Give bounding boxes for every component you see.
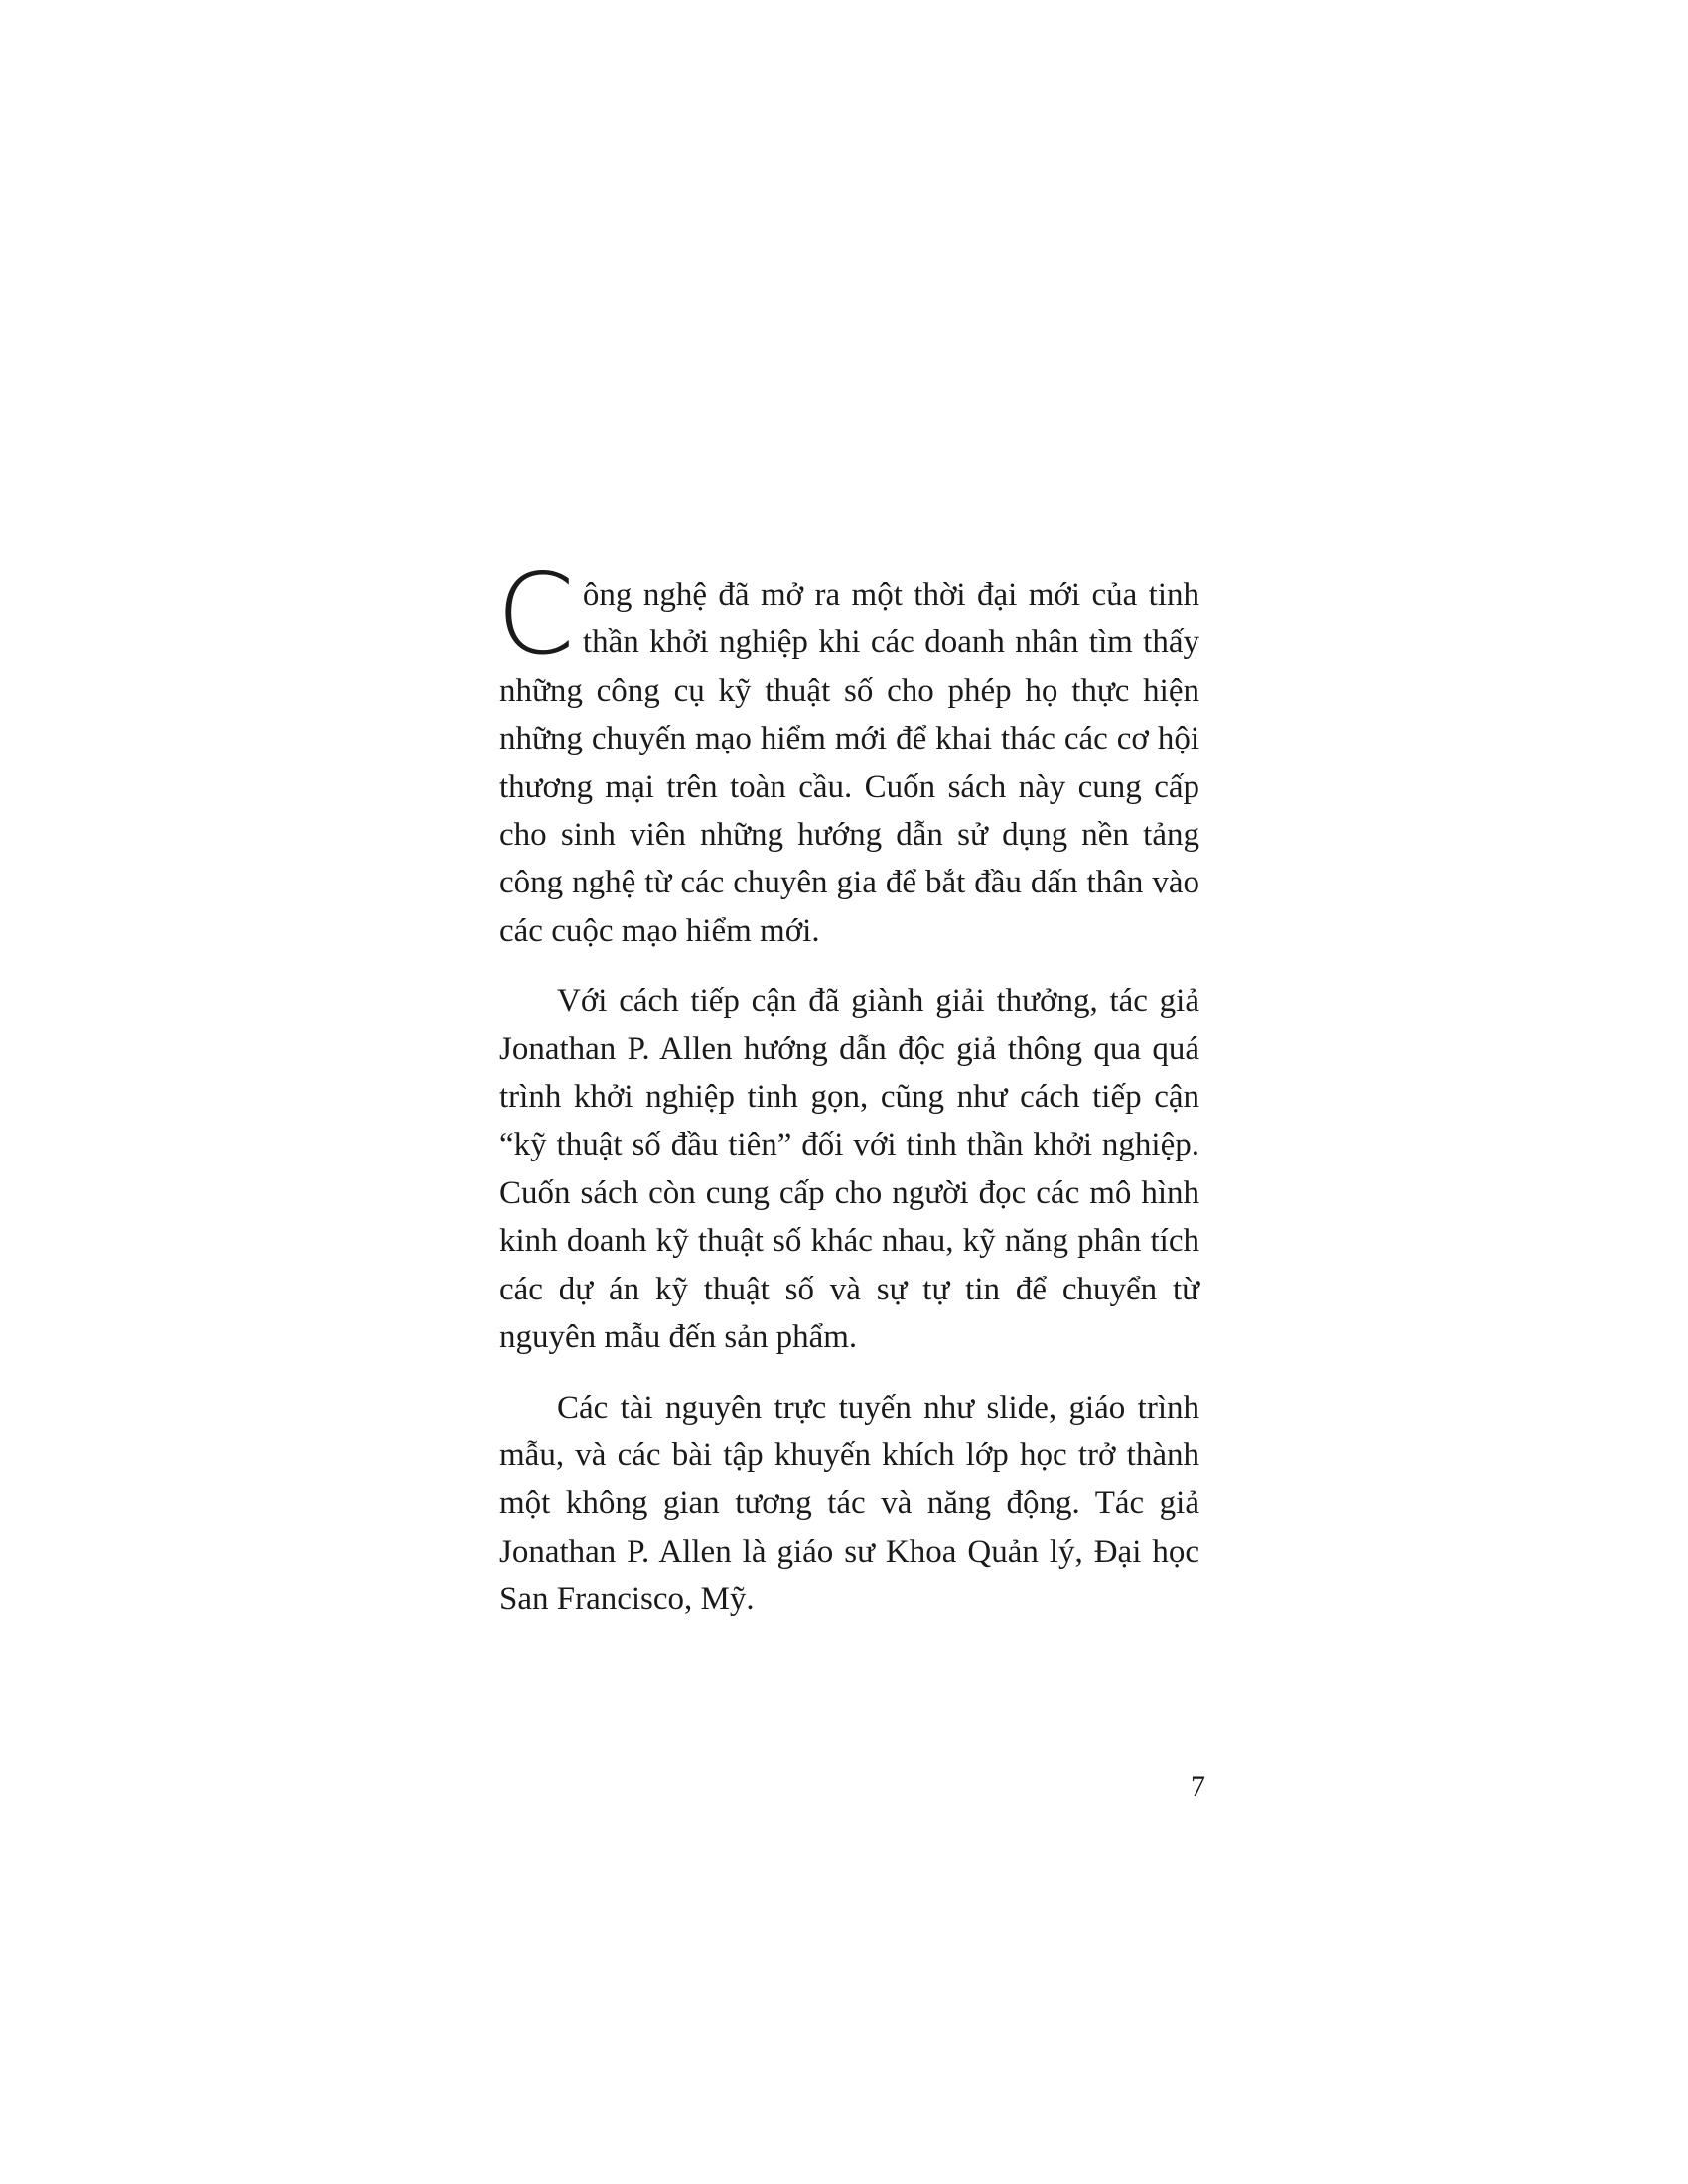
- paragraph-1-text: ông nghệ đã mở ra một thời đại mới của tinh thần khởi nghiệp khi các doanh nhân tìm thấy những công cụ kỹ thuật số cho phép họ thực hiện những chuyến mạo hiểm mới để khai thác các cơ hội thương mại trên toàn cầu. Cuốn sách này cung cấp cho sinh viên những hướng dẫn sử dụng nền tảng công nghệ từ các chuyên gia để bắt đầu dấn thân vào các cuộc mạo hiểm mới.: [499, 577, 1199, 949]
- paragraph-2: Với cách tiếp cận đã giành giải thưởng, tác giả Jonathan P. Allen hướng dẫn độc giả thông qua quá trình khởi nghiệp tinh gọn, cũng như cách tiếp cận “kỹ thuật số đầu tiên” đối với tinh thần khởi nghiệp. Cuốn sách còn cung cấp cho người đọc các mô hình kinh doanh kỹ thuật số khác nhau, kỹ năng phân tích các dự án kỹ thuật số và sự tự tin để chuyển từ nguyên mẫu đến sản phẩm.: [499, 983, 1199, 1356]
- drop-cap: C: [496, 549, 575, 680]
- body-text: [496, 549, 1199, 1624]
- paragraph-3: Các tài nguyên trực tuyến như slide, giáo trình mẫu, và các bài tập khuyến khích lớp học trở thành một không gian tương tác và năng động. Tác giả Jonathan P. Allen là giáo sư Khoa Quản lý, Đại học San Francisco, Mỹ.: [499, 1389, 1199, 1618]
- paragraph-1: [496, 549, 1199, 955]
- page-number: 7: [1191, 1770, 1205, 1803]
